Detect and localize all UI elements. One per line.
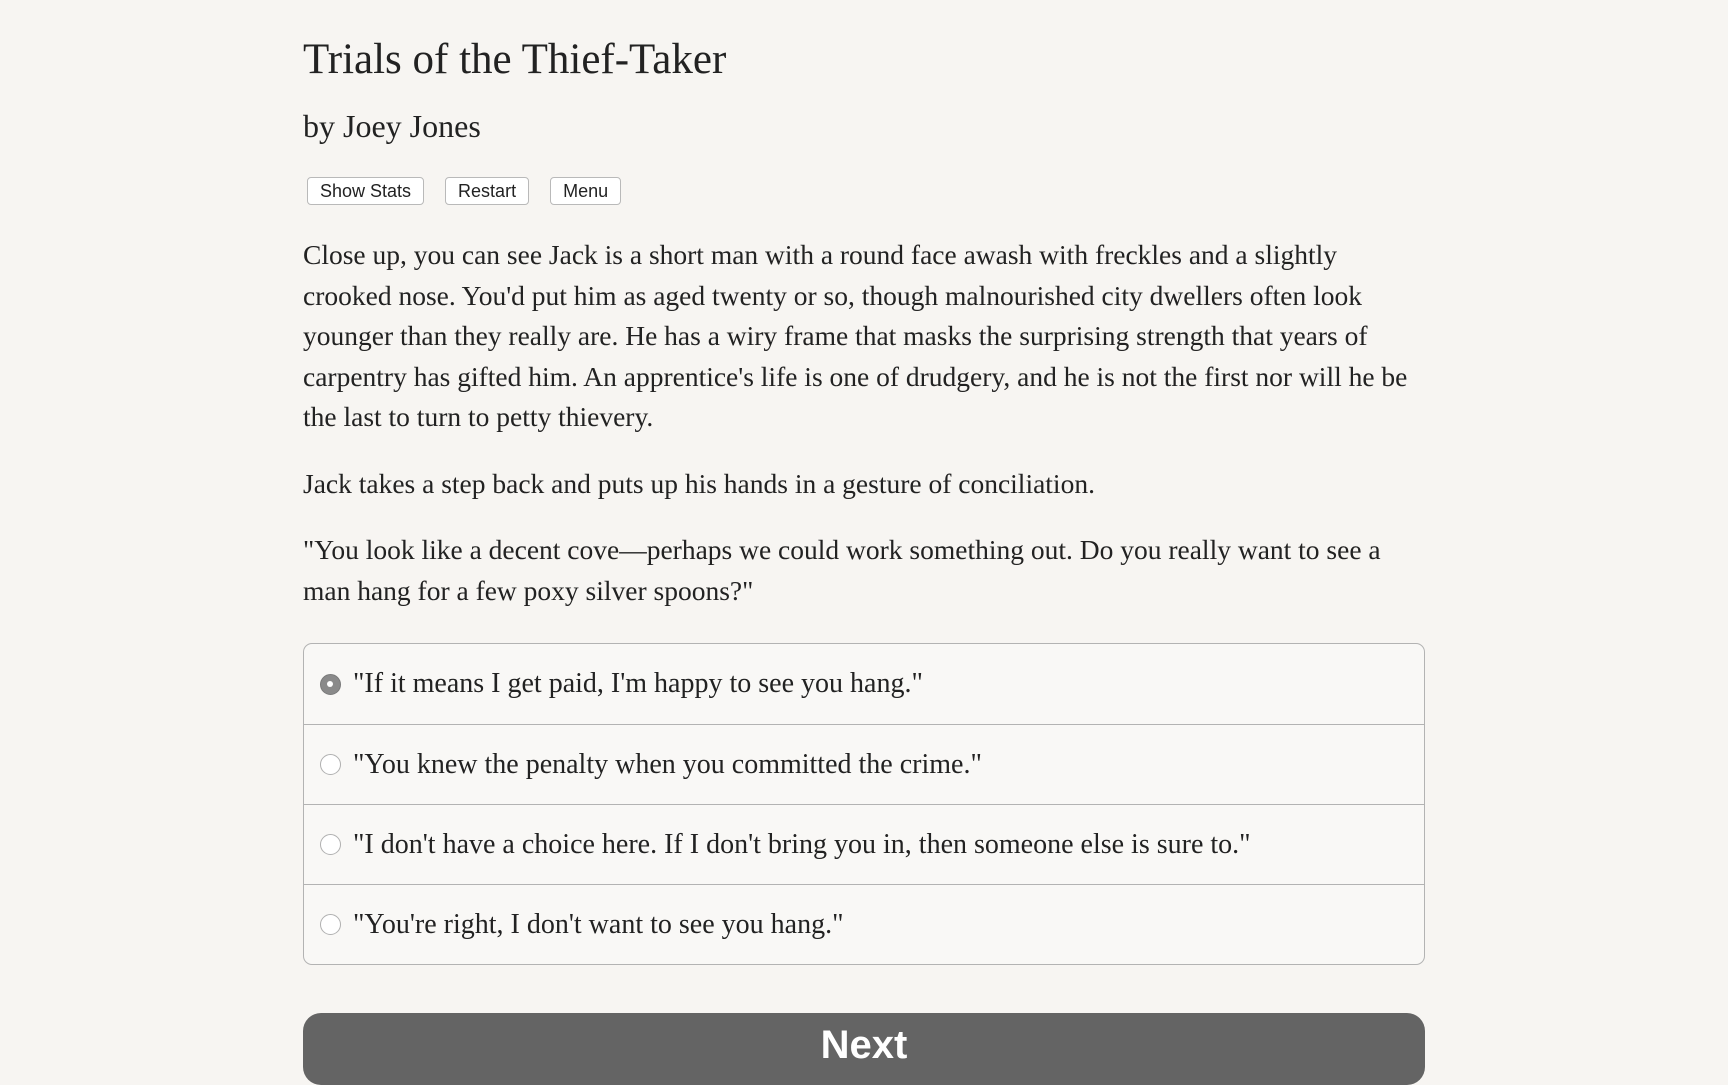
next-button[interactable]: Next [303,1013,1425,1085]
radio-button-selected[interactable] [320,674,341,695]
game-title: Trials of the Thief-Taker [303,36,727,83]
story-paragraph: Jack takes a step back and puts up his hands in a gesture of conciliation. [303,467,1095,499]
choice-label: "If it means I get paid, I'm happy to see you hang." [353,668,923,699]
choice-label: "You knew the penalty when you committed the crime." [353,748,982,780]
choice-option-2[interactable] [304,724,1424,804]
choice-option-4[interactable] [304,884,1424,964]
radio-button[interactable] [320,754,341,775]
radio-button[interactable] [320,914,341,935]
choice-option-1[interactable] [304,644,1424,724]
choice-list [303,643,1425,965]
choice-label: "You're right, I don't want to see you hang." [353,908,844,940]
show-stats-button[interactable]: Show Stats [307,177,424,205]
menu-button[interactable]: Menu [550,177,621,205]
story-text [303,235,1425,637]
restart-button[interactable]: Restart [445,177,529,205]
toolbar [307,177,621,205]
author-byline: by Joey Jones [303,108,481,144]
story-paragraph: "You look like a decent cove—perhaps we could work something out. Do you really want to see a man hang for a few poxy silver spoons?" [303,534,1381,606]
story-paragraph: Close up, you can see Jack is a short man with a round face awash with freckles and a slightly crooked nose. You'd put him as aged twenty or so, though malnourished city dwellers often look younger than they really are. He has a wiry frame that masks the surprising strength that years of carpentry has gifted him. An apprentice's life is one of drudgery, and he is not the first nor will he be the last to turn to petty thievery. [303,239,1408,432]
choice-option-3[interactable] [304,804,1424,884]
choice-label: "I don't have a choice here. If I don't bring you in, then someone else is sure to." [353,828,1251,860]
radio-button[interactable] [320,834,341,855]
